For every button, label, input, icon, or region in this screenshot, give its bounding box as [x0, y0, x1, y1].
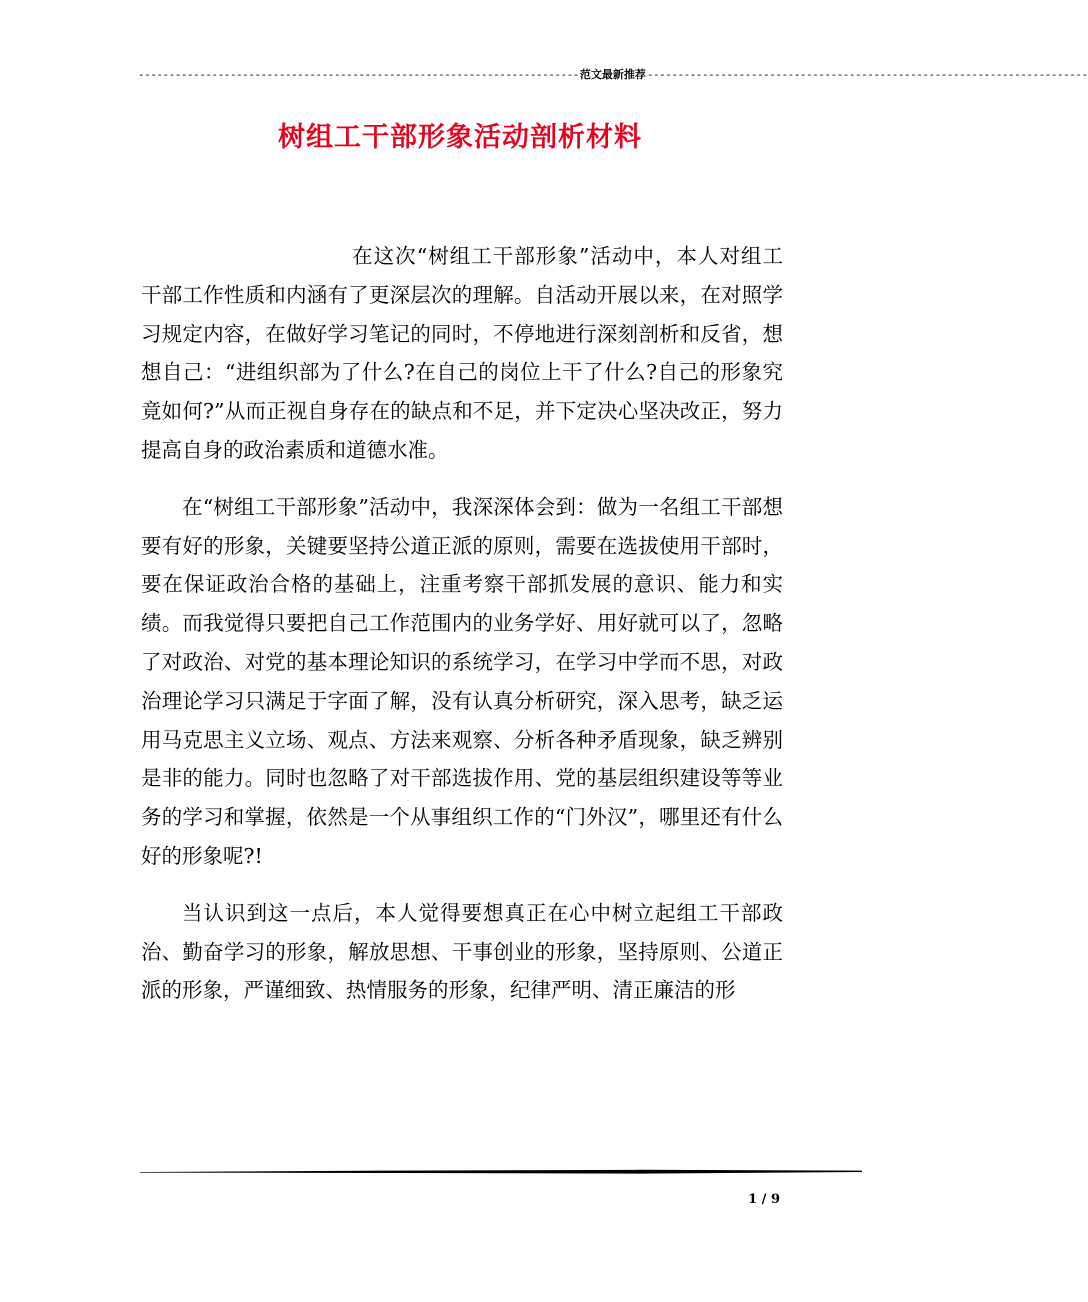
page-number: 1 / 9 [748, 1192, 780, 1207]
paragraph-3: 当认识到这一点后，本人觉得要想真正在心中树立起组工干部政治、勤奋学习的形象，解放思想、干事创业的形象，坚持原则、公道正派的形象，严谨细致、热情服务的形象，纪律严明、清正廉洁的形 [141, 900, 783, 1003]
footer-divider [140, 1168, 862, 1176]
header-dashes-left: ------------------------------------------------------------------------ [138, 68, 579, 81]
paragraph-2: 在“树组工干部形象”活动中，我深深体会到：做为一名组工干部想要有好的形象，关键要坚持公道正派的原则，需要在选拔使用干部时，要在保证政治合格的基础上，注重考察干部抓发展的意识、能力和实绩。而我觉得只要把自己工作范围内的业务学好、用好就可以了，忽略了对政治、对党的基本理论知识的系统学习，在学习中学而不思，对政治理论学习只满足于字面了解，没有认真分析研究，深入思考，缺乏运用马克思主义立场、观点、方法来观察、分析各种矛盾现象，缺乏辨别是非的能力。同时也忽略了对干部选拔作用、党的基层组织建设等等业务的学习和掌握，依然是一个从事组织工作的“门外汉”，哪里还有什么好的形象呢?! [141, 494, 783, 868]
header-dashes-right: ------------------------------------------------------------------------ [646, 68, 1088, 81]
document-body [141, 237, 783, 1028]
paragraph-1: 在这次“树组工干部形象”活动中，本人对组工干部工作性质和内涵有了更深层次的理解。自活动开展以来，在对照学习规定内容，在做好学习笔记的同时，不停地进行深刻剖析和反省，想想自己：“进组织部为了什么?在自己的岗位上干了什么?自己的形象究竟如何?”从而正视自身存在的缺点和不足，并下定决心坚决改正，努力提高自身的政治素质和道德水准。 [141, 244, 783, 462]
header-rule [138, 66, 1088, 84]
document-title: 树组工干部形象活动剖析材料 [278, 122, 642, 153]
header-label: 范文最新推荐 [579, 68, 646, 81]
